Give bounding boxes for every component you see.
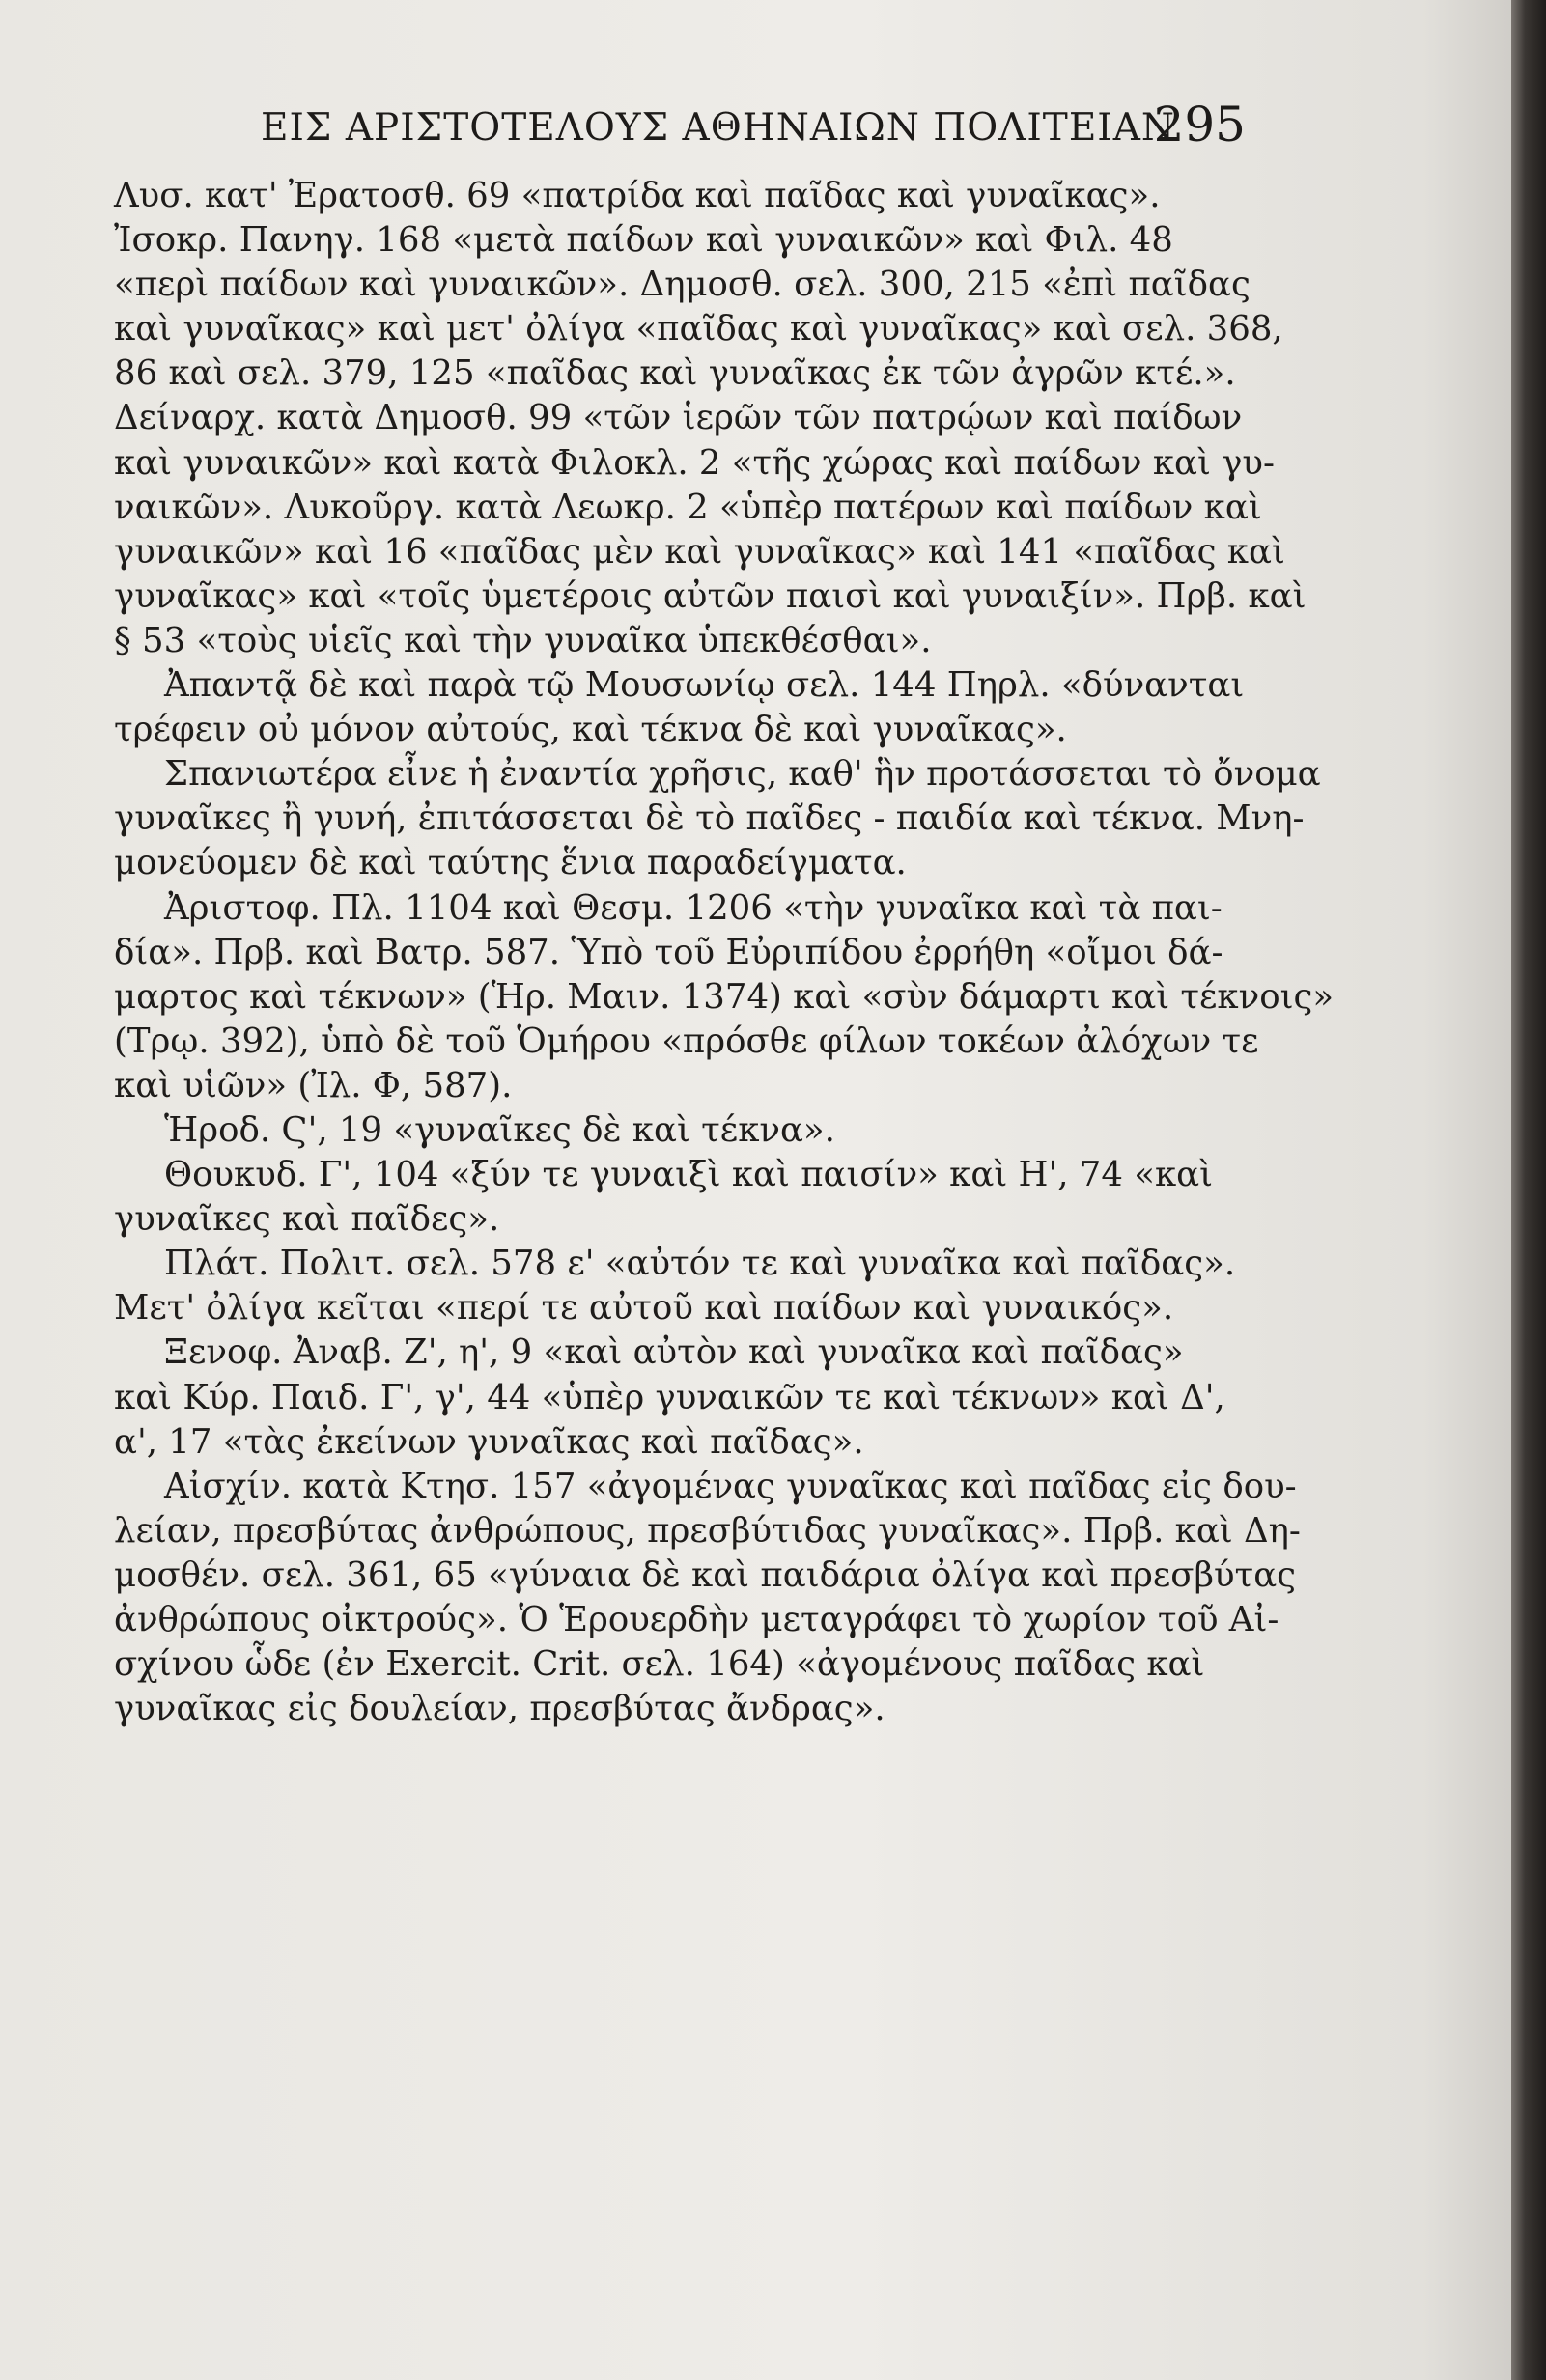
text-line: τρέφειν οὐ μόνον αὐτούς, καὶ τέκνα δὲ καὶ γυναῖκας». — [114, 710, 1067, 750]
text-line: Ἡροδ. Ϛ', 19 «γυναῖκες δὲ καὶ τέκνα». — [164, 1109, 835, 1150]
text-line: γυναικῶν» καὶ 16 «παῖδας μὲν καὶ γυναῖκας» καὶ 141 «παῖδας καὶ — [114, 531, 1285, 572]
text-line: καὶ υἱῶν» (Ἰλ. Φ, 587). — [114, 1065, 513, 1106]
text-line: Πλάτ. Πολιτ. σελ. 578 ε' «αὐτόν τε καὶ γυναῖκα καὶ παῖδας». — [164, 1244, 1236, 1284]
text-line: Ἀριστοφ. Πλ. 1104 καὶ Θεσμ. 1206 «τὴν γυναῖκα καὶ τὰ παι- — [164, 887, 1223, 928]
text-line: Ξενοφ. Ἀναβ. Ζ', η', 9 «καὶ αὐτὸν καὶ γυναῖκα καὶ παῖδας» — [164, 1332, 1184, 1373]
text-line: «περὶ παίδων καὶ γυναικῶν». Δημοσθ. σελ. 300, 215 «ἐπὶ παῖδας — [114, 265, 1251, 305]
text-line: Δείναρχ. κατὰ Δημοσθ. 99 «τῶν ἱερῶν τῶν πατρῴων καὶ παίδων — [114, 398, 1243, 438]
text-line: μαρτος καὶ τέκνων» (Ἡρ. Μαιν. 1374) καὶ «σὺν δάμαρτι καὶ τέκνοις» — [114, 976, 1335, 1017]
text-line: Ἀπαντᾷ δὲ καὶ παρὰ τῷ Μουσωνίῳ σελ. 144 Πηρλ. «δύνανται — [164, 665, 1245, 706]
running-header — [261, 97, 1246, 164]
text-line: καὶ γυναικῶν» καὶ κατὰ Φιλοκλ. 2 «τῆς χώρας καὶ παίδων καὶ γυ- — [114, 442, 1275, 483]
text-line: Σπανιωτέρα εἶνε ἡ ἐναντία χρῆσις, καθ' ἣν προτάσσεται τὸ ὄνομα — [164, 754, 1321, 795]
text-line: καὶ γυναῖκας» καὶ μετ' ὀλίγα «παῖδας καὶ γυναῖκας» καὶ σελ. 368, — [114, 309, 1283, 350]
text-line: α', 17 «τὰς ἐκείνων γυναῖκας καὶ παῖδας». — [114, 1421, 864, 1462]
text-line: Ἰσοκρ. Πανηγ. 168 «μετὰ παίδων καὶ γυναικῶν» καὶ Φιλ. 48 — [114, 220, 1173, 261]
text-line: δία». Πρβ. καὶ Βατρ. 587. Ὑπὸ τοῦ Εὐριπίδου ἐρρήθη «οἴμοι δά- — [114, 932, 1223, 972]
text-line: Θουκυδ. Γ', 104 «ξύν τε γυναιξὶ καὶ παισίν» καὶ Η', 74 «καὶ — [164, 1155, 1214, 1195]
text-line: ἀνθρώπους οἰκτρούς». Ὁ Ἑρουερδὴν μεταγράφει τὸ χωρίον τοῦ Αἰ- — [114, 1600, 1279, 1639]
text-line: 86 καὶ σελ. 379, 125 «παῖδας καὶ γυναῖκας ἐκ τῶν ἀγρῶν κτέ.». — [114, 353, 1236, 394]
text-line: ναικῶν». Λυκοῦργ. κατὰ Λεωκρ. 2 «ὑπὲρ πατέρων καὶ παίδων καὶ — [114, 487, 1262, 527]
text-line: γυναῖκες ἢ γυνή, ἐπιτάσσεται δὲ τὸ παῖδες - παιδία καὶ τέκνα. Μνη- — [114, 798, 1305, 839]
text-line: λείαν, πρεσβύτας ἀνθρώπους, πρεσβύτιδας γυναῖκας». Πρβ. καὶ Δη- — [114, 1510, 1301, 1551]
text-line: Αἰσχίν. κατὰ Κτησ. 157 «ἀγομένας γυναῖκας καὶ παῖδας εἰς δου- — [164, 1466, 1297, 1506]
text-line: γυναῖκας» καὶ «τοῖς ὑμετέροις αὐτῶν παισὶ καὶ γυναιξίν». Πρβ. καὶ — [114, 575, 1307, 616]
book-spine-shadow — [1511, 0, 1546, 2380]
text-line: γυναῖκες καὶ παῖδες». — [114, 1199, 500, 1240]
body-text — [114, 174, 1335, 1731]
running-title: ΕΙΣ ΑΡΙΣΤΟΤΕΛΟΥΣ ΑΘΗΝΑΙΩΝ ΠΟΛΙΤΕΙΑΝ — [261, 106, 1175, 150]
text-line: γυναῖκας εἰς δουλείαν, πρεσβύτας ἄνδρας». — [114, 1689, 885, 1729]
text-line: καὶ Κύρ. Παιδ. Γ', γ', 44 «ὑπὲρ γυναικῶν τε καὶ τέκνων» καὶ Δ', — [114, 1377, 1225, 1417]
text-line: (Τρῳ. 392), ὑπὸ δὲ τοῦ Ὁμήρου «πρόσθε φίλων τοκέων ἀλόχων τε — [114, 1021, 1259, 1061]
text-line: μοσθέν. σελ. 361, 65 «γύναια δὲ καὶ παιδάρια ὀλίγα καὶ πρεσβύτας — [114, 1554, 1297, 1595]
page-number: 295 — [1153, 97, 1246, 153]
text-line: σχίνου ὧδε (ἐν Exercit. Crit. σελ. 164) «ἀγομένους παῖδας καὶ — [114, 1644, 1205, 1685]
text-line: § 53 «τοὺς υἱεῖς καὶ τὴν γυναῖκα ὑπεκθέσθαι». — [114, 620, 932, 660]
text-line: Μετ' ὀλίγα κεῖται «περί τε αὐτοῦ καὶ παίδων καὶ γυναικός». — [114, 1288, 1174, 1329]
text-line: Λυσ. κατ' Ἐρατοσθ. 69 «πατρίδα καὶ παῖδας καὶ γυναῖκας». — [114, 176, 1161, 215]
text-line: μονεύομεν δὲ καὶ ταύτης ἕνια παραδείγματα. — [114, 843, 907, 883]
